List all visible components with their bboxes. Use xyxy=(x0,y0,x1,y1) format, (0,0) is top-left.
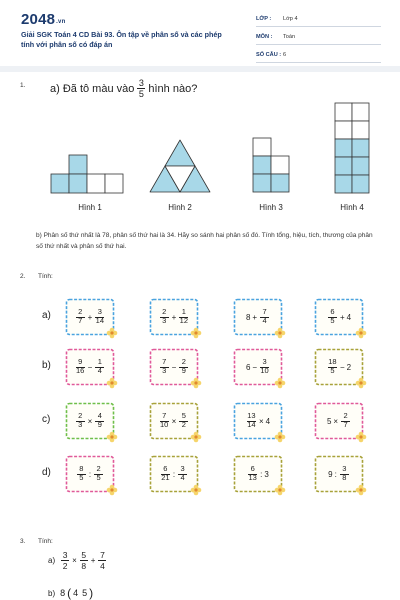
fraction: 3 14 xyxy=(95,307,104,326)
meta-row-grade: LỚP : Lớp 4 xyxy=(256,13,381,27)
flower-icon xyxy=(355,327,367,339)
flower-icon xyxy=(355,484,367,496)
flower-icon xyxy=(190,431,202,443)
exercise-card-a2 xyxy=(149,298,199,336)
exercise-card-d2 xyxy=(149,455,199,493)
flower-icon xyxy=(274,377,286,389)
exercise-card-a1 xyxy=(65,298,115,336)
operator: + xyxy=(252,312,258,322)
exercise-card-c4 xyxy=(314,402,364,440)
row-label-b: b) xyxy=(42,360,51,371)
row-label-d: d) xyxy=(42,467,51,478)
fraction: 5 2 xyxy=(181,411,186,430)
exercise-card-b4 xyxy=(314,348,364,386)
fraction: 1 12 xyxy=(179,307,188,326)
whole-number: 2 xyxy=(346,362,352,372)
figure-4-grid xyxy=(334,102,370,194)
exercise-card-a4 xyxy=(314,298,364,336)
question-2-number: 2. xyxy=(20,273,26,280)
fraction: 2 3 xyxy=(78,411,83,430)
fraction: 2 3 xyxy=(162,307,167,326)
exercise-card-d1 xyxy=(65,455,115,493)
figure-1-cross xyxy=(50,154,126,194)
operator: : xyxy=(172,469,176,479)
fraction: 2 9 xyxy=(181,357,186,376)
figure-1-caption: Hình 1 xyxy=(78,203,102,212)
operator: × xyxy=(258,416,264,426)
flower-icon xyxy=(106,484,118,496)
fraction: 6 21 xyxy=(161,464,170,483)
flower-icon xyxy=(355,377,367,389)
figure-4-caption: Hình 4 xyxy=(340,203,364,212)
fraction: 3 10 xyxy=(260,357,269,376)
operator: × xyxy=(87,416,93,426)
flower-icon xyxy=(190,377,202,389)
fraction: 8 5 xyxy=(79,464,84,483)
fraction: 6 5 xyxy=(330,307,335,326)
question-3a-expression: a) 3 2 × 5 8 + 7 4 xyxy=(48,550,105,571)
whole-number: 9 xyxy=(328,469,333,479)
flower-icon xyxy=(106,431,118,443)
question-3-label: Tính: xyxy=(38,538,53,545)
site-logo[interactable]: 2048.vn xyxy=(21,11,66,28)
fraction: 2 5 xyxy=(96,464,101,483)
flower-icon xyxy=(274,431,286,443)
question-2-label: Tính: xyxy=(38,273,53,280)
exercise-card-d3 xyxy=(233,455,283,493)
flower-icon xyxy=(190,327,202,339)
fraction: 18 5 xyxy=(328,357,337,376)
meta-row-subject: MÔN : Toán xyxy=(256,31,381,45)
operator: + xyxy=(171,312,177,322)
whole-number: 6 xyxy=(245,362,251,372)
header-divider xyxy=(0,66,400,72)
whole-number: 4 xyxy=(265,416,271,426)
fraction: 3 8 xyxy=(342,464,347,483)
exercise-card-c3 xyxy=(233,402,283,440)
whole-number: 3 xyxy=(264,469,269,479)
fraction: 13 14 xyxy=(247,411,256,430)
fraction: 9 16 xyxy=(75,357,85,376)
exercise-card-b3 xyxy=(233,348,283,386)
fraction: 1 4 xyxy=(97,357,102,376)
operator: : xyxy=(88,469,92,479)
question-1b-text: b) Phân số thứ nhất là 78, phân số thứ hai là 34. Hãy so sánh hai phân số đó. Tính tổng, hiệu, tích, thương của phân số thứ nhất và phân số thứ hai. xyxy=(36,232,373,250)
document-title: Giải SGK Toán 4 CD Bài 93. Ôn tập về phân số và các phép tính với phân số có đáp án xyxy=(21,30,222,49)
operator: × xyxy=(333,416,339,426)
operator: − xyxy=(339,362,345,372)
fraction-three-fifths: $\frac{3}{5}$ xyxy=(138,78,144,99)
flower-icon xyxy=(190,484,202,496)
flower-icon xyxy=(106,327,118,339)
flower-icon xyxy=(355,431,367,443)
row-label-c: c) xyxy=(42,414,51,425)
flower-icon xyxy=(106,377,118,389)
question-1-number: 1. xyxy=(20,82,26,89)
fraction: 2 7 xyxy=(78,307,83,326)
operator: + xyxy=(339,312,345,322)
operator: − xyxy=(171,362,177,372)
fraction: 4 9 xyxy=(97,411,102,430)
whole-number: 5 xyxy=(326,416,332,426)
figure-3-caption: Hình 3 xyxy=(259,203,283,212)
whole-number: 4 xyxy=(346,312,352,322)
operator: : xyxy=(260,469,263,479)
operator: × xyxy=(171,416,177,426)
flower-icon xyxy=(274,484,286,496)
figure-3-steps xyxy=(252,136,292,194)
exercise-card-b1 xyxy=(65,348,115,386)
operator: − xyxy=(252,362,258,372)
figure-2-caption: Hình 2 xyxy=(168,203,192,212)
meta-row-question-count: SỐ CÂU : 6 xyxy=(256,49,381,63)
exercise-card-c1 xyxy=(65,402,115,440)
operator: : xyxy=(334,469,337,479)
document-header xyxy=(0,0,400,66)
exercise-card-a3 xyxy=(233,298,283,336)
fraction: 6 13 xyxy=(248,464,257,483)
question-3-number: 3. xyxy=(20,538,26,545)
operator: − xyxy=(87,362,93,372)
fraction: 7 3 xyxy=(162,357,167,376)
figure-2-triangle xyxy=(148,138,212,194)
whole-number: 8 xyxy=(245,312,251,322)
exercise-card-c2 xyxy=(149,402,199,440)
question-1a-text: a) Đã tô màu vào $\frac{3}{5}$ hình nào? xyxy=(50,78,198,99)
operator: + xyxy=(87,312,93,322)
fraction: 3 4 xyxy=(180,464,185,483)
fraction: 2 7 xyxy=(343,411,348,430)
flower-icon xyxy=(274,327,286,339)
fraction: 7 4 xyxy=(262,307,267,326)
question-3b-expression: b) 8 ( 4 5 ) xyxy=(48,586,94,600)
exercise-card-d4 xyxy=(314,455,364,493)
exercise-card-b2 xyxy=(149,348,199,386)
row-label-a: a) xyxy=(42,310,51,321)
fraction: 7 10 xyxy=(159,411,169,430)
document-meta xyxy=(256,13,381,67)
